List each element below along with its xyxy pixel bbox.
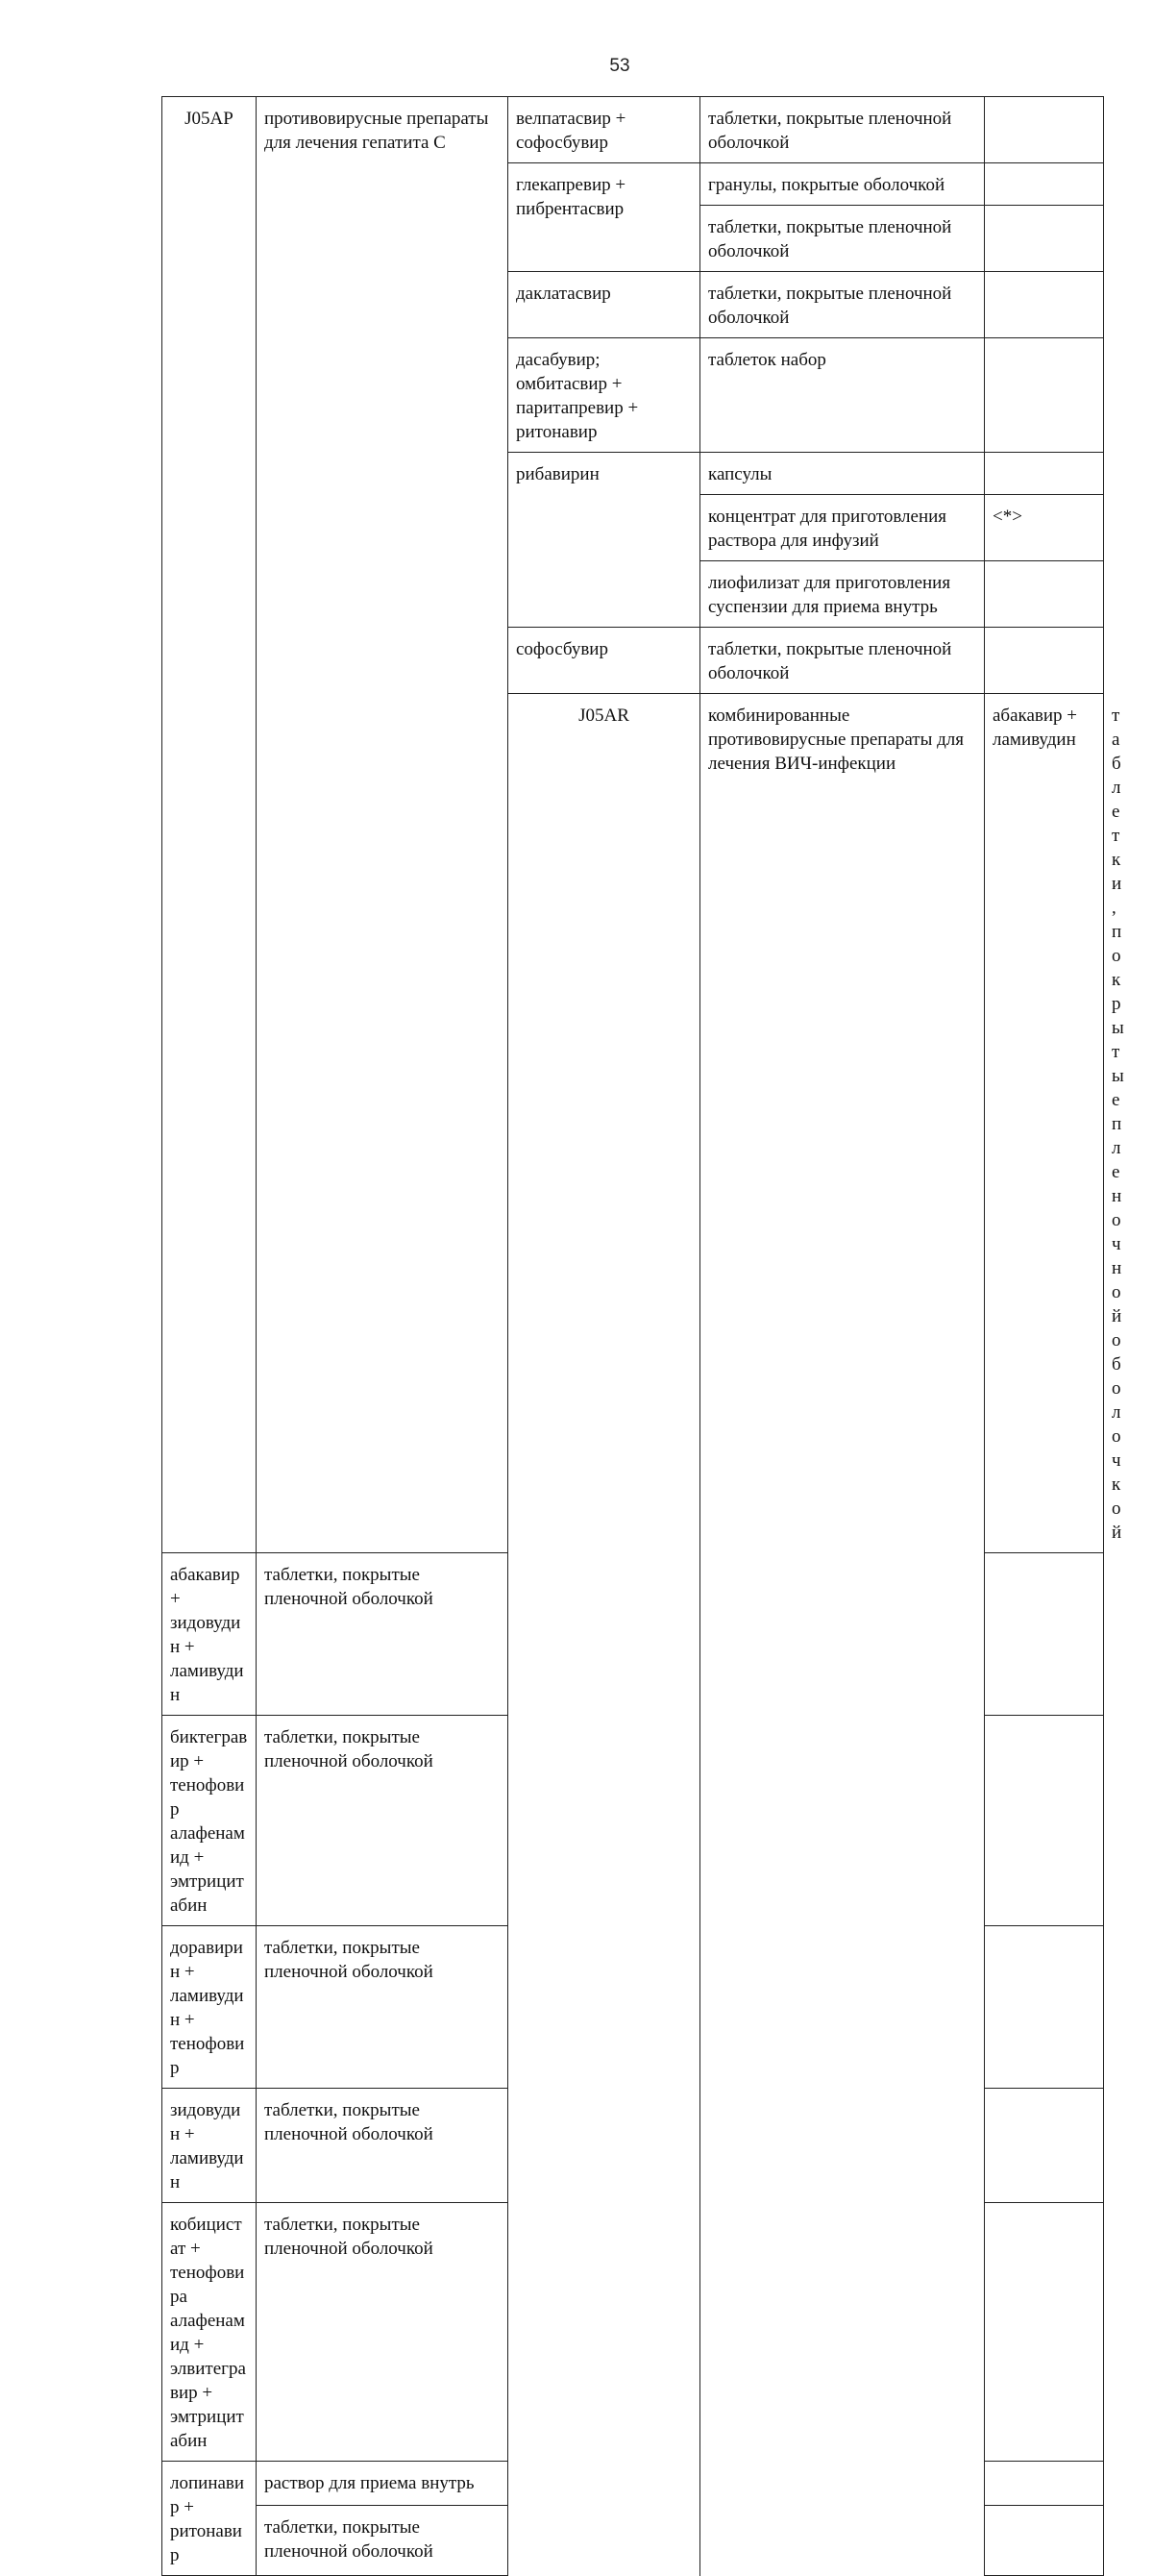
note bbox=[985, 2203, 1104, 2462]
drug-name: глекапревир + пибрентасвир bbox=[508, 163, 700, 272]
page-number: 53 bbox=[609, 56, 630, 76]
atc-code: J05AR bbox=[508, 694, 700, 2576]
drug-list-table bbox=[161, 96, 1124, 2576]
note bbox=[985, 163, 1104, 206]
dosage-form: таблетки, покрытые пленочной оболочкой bbox=[257, 1553, 508, 1716]
group-name: комбинированные противовирусные препараты для лечения ВИЧ-инфекции bbox=[700, 694, 985, 2576]
table-row bbox=[162, 97, 1104, 163]
drug-name: дасабувир; омбитасвир + паритапревир + ритонавир bbox=[508, 338, 700, 453]
note bbox=[985, 453, 1104, 495]
dosage-form: таблетки, покрытые пленочной оболочкой bbox=[257, 2089, 508, 2203]
note bbox=[985, 97, 1104, 163]
atc-code: J05AP bbox=[162, 97, 257, 1553]
note bbox=[985, 1926, 1104, 2089]
dosage-form: раствор для приема внутрь bbox=[257, 2462, 508, 2506]
dosage-form: таблеток набор bbox=[700, 338, 985, 453]
drug-name: абакавир + ламивудин bbox=[985, 694, 1104, 1553]
note bbox=[985, 206, 1104, 272]
note bbox=[985, 272, 1104, 338]
dosage-form: таблетки, покрытые пленочной оболочкой bbox=[257, 2506, 508, 2576]
drug-name: биктегравир + тенофовир алафенамид + эмтрицитабин bbox=[162, 1716, 257, 1926]
dosage-form: таблетки, покрытые пленочной оболочкой bbox=[257, 1716, 508, 1926]
note bbox=[985, 628, 1104, 694]
dosage-form: капсулы bbox=[700, 453, 985, 495]
drug-name: доравирин + ламивудин + тенофовир bbox=[162, 1926, 257, 2089]
drug-name: даклатасвир bbox=[508, 272, 700, 338]
dosage-form: таблетки, покрытые пленочной оболочкой bbox=[700, 272, 985, 338]
drug-name: кобицистат + тенофовира алафенамид + элвитегравир + эмтрицитабин bbox=[162, 2203, 257, 2462]
drug-name: зидовудин + ламивудин bbox=[162, 2089, 257, 2203]
dosage-form: гранулы, покрытые оболочкой bbox=[700, 163, 985, 206]
note bbox=[985, 2506, 1104, 2576]
drug-name: абакавир + зидовудин + ламивудин bbox=[162, 1553, 257, 1716]
note bbox=[985, 2462, 1104, 2506]
note bbox=[985, 1553, 1104, 1716]
dosage-form: лиофилизат для приготовления суспензии для приема внутрь bbox=[700, 561, 985, 628]
drug-name: софосбувир bbox=[508, 628, 700, 694]
note bbox=[985, 561, 1104, 628]
note: <*> bbox=[985, 495, 1104, 561]
dosage-form: таблетки, покрытые пленочной оболочкой bbox=[257, 2203, 508, 2462]
group-name: противовирусные препараты для лечения гепатита С bbox=[257, 97, 508, 1553]
dosage-form: таблетки, покрытые пленочной оболочкой bbox=[700, 97, 985, 163]
dosage-form: концентрат для приготовления раствора для инфузий bbox=[700, 495, 985, 561]
drug-name: рибавирин bbox=[508, 453, 700, 628]
dosage-form: таблетки, покрытые пленочной оболочкой bbox=[700, 628, 985, 694]
table-row: J05AR комбинированные противовирусные препараты для лечения ВИЧ-инфекции абакавир + ламивудин таблетки, покрытые пленочной оболочкой bbox=[162, 694, 1104, 1553]
note bbox=[985, 2089, 1104, 2203]
dosage-form: таблетки, покрытые пленочной оболочкой bbox=[257, 1926, 508, 2089]
dosage-form: таблетки, покрытые пленочной оболочкой bbox=[700, 206, 985, 272]
drug-name: велпатасвир + софосбувир bbox=[508, 97, 700, 163]
note bbox=[985, 1716, 1104, 1926]
drug-name: лопинавир + ритонавир bbox=[162, 2462, 257, 2576]
note bbox=[985, 338, 1104, 453]
